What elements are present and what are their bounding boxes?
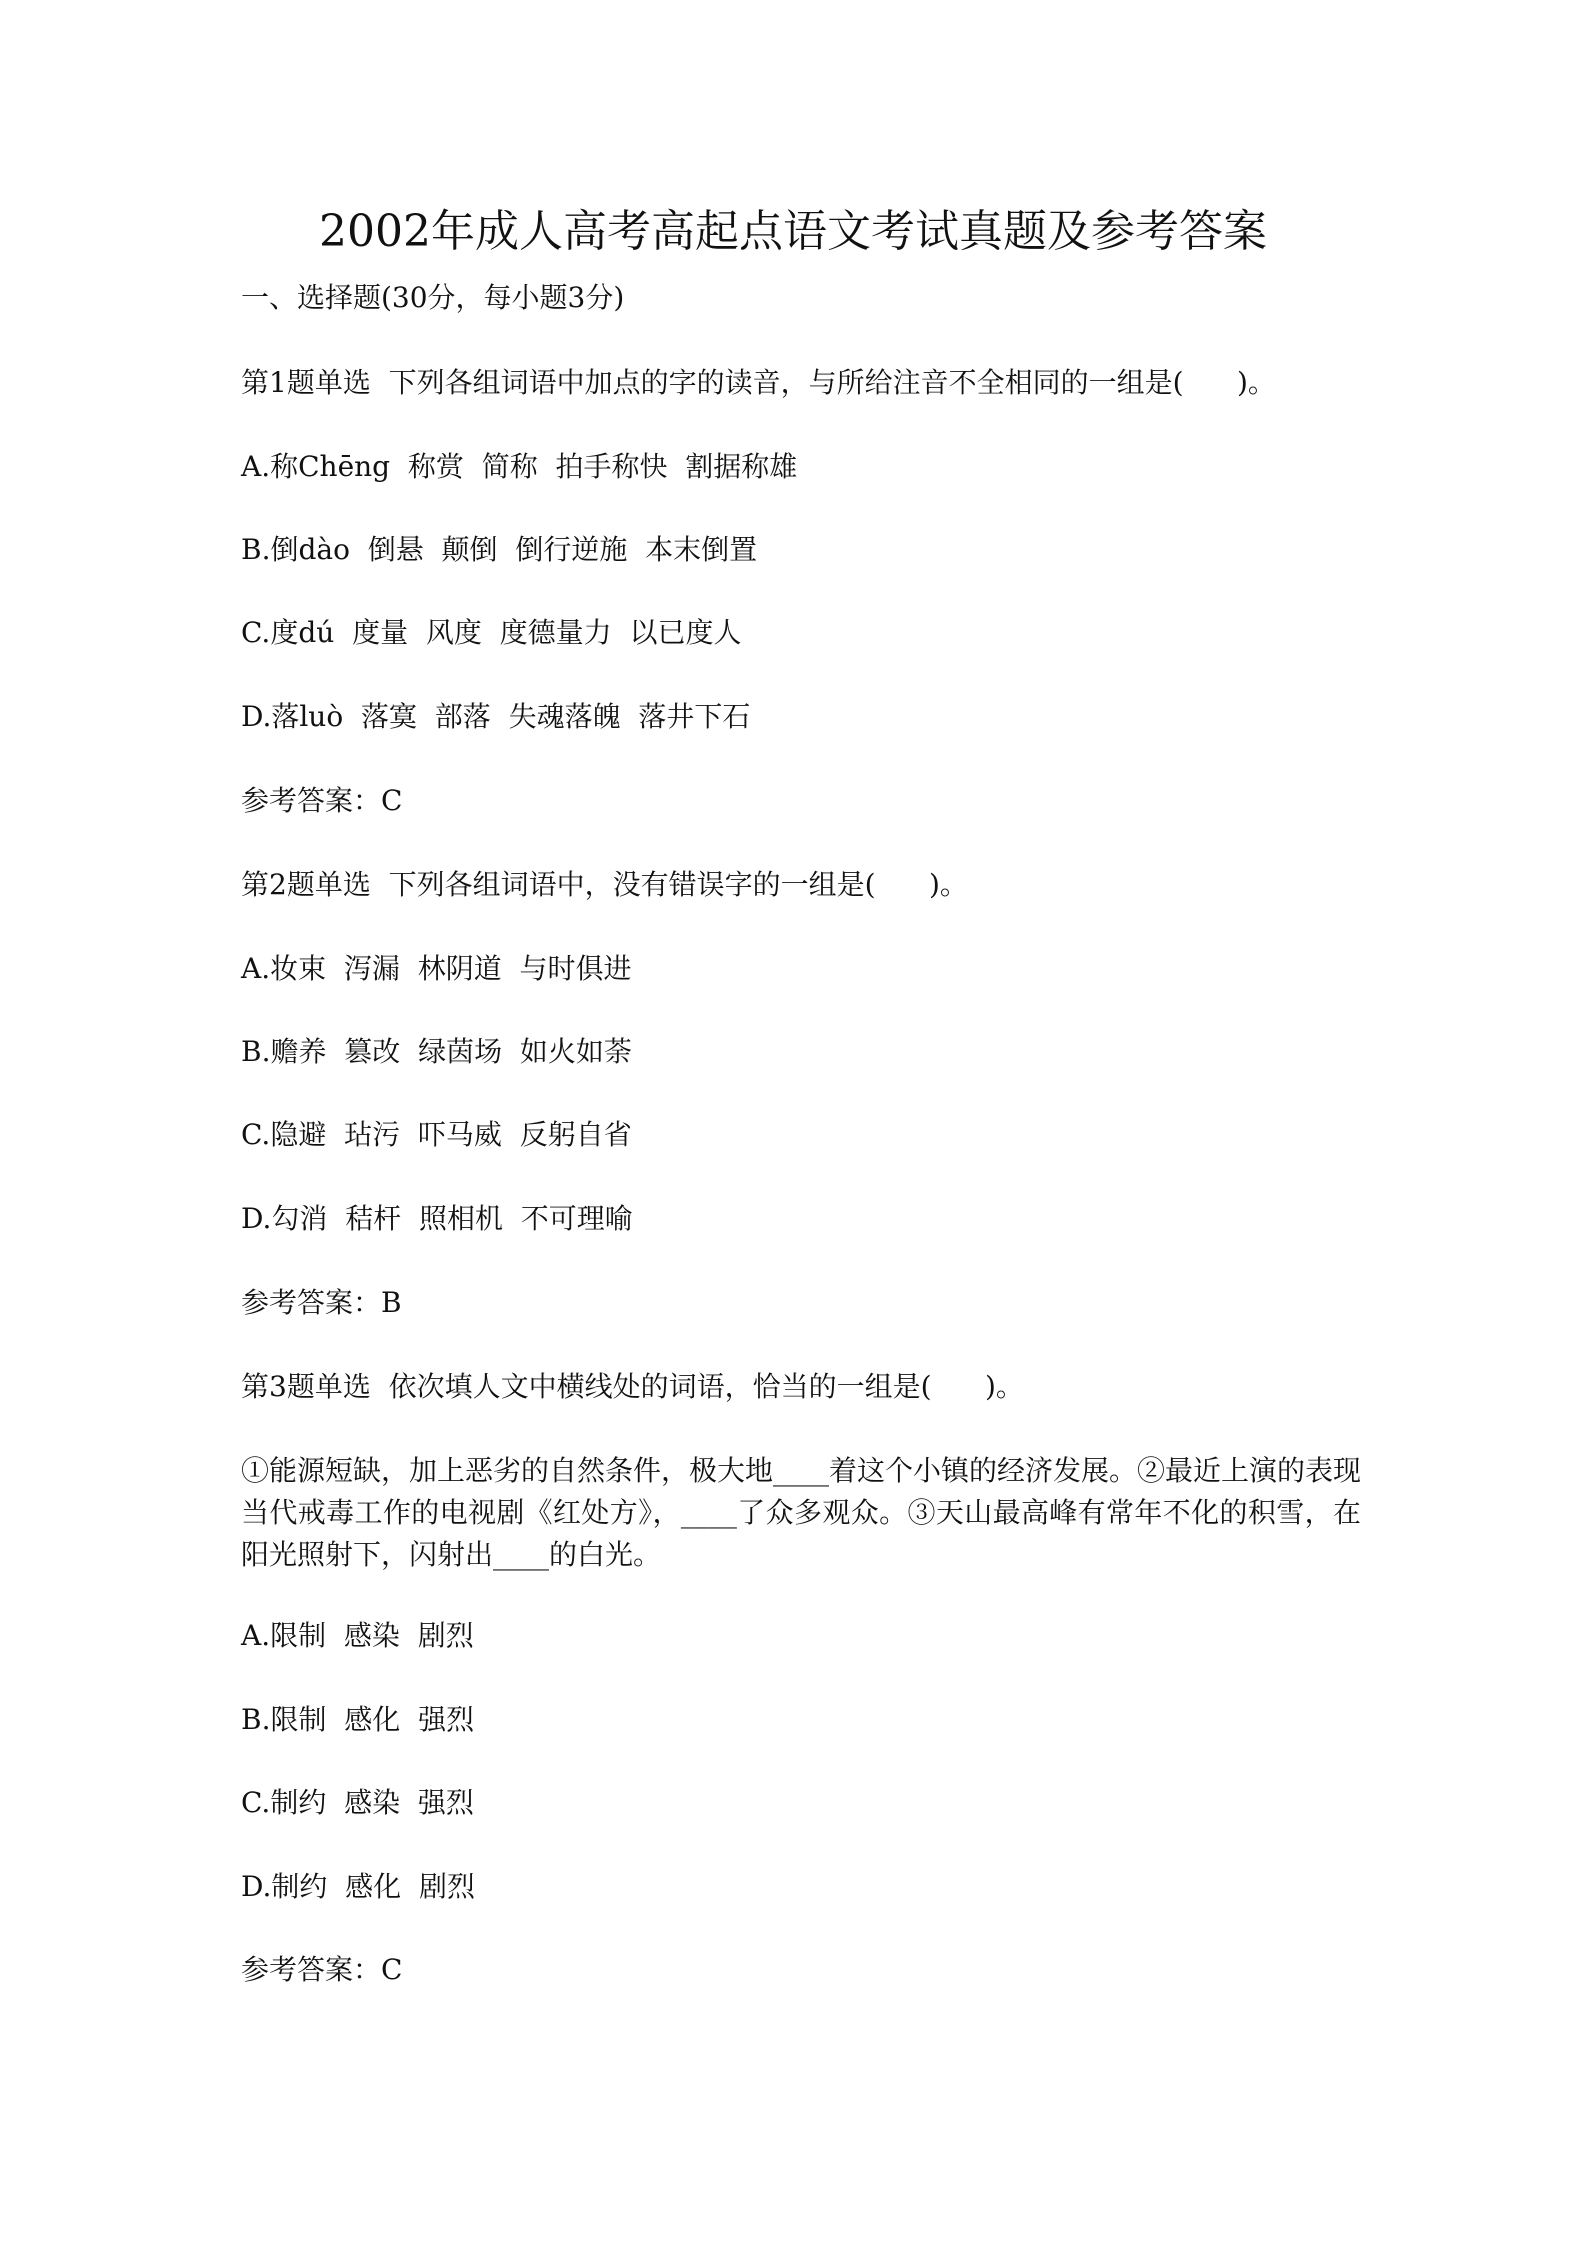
question-2-option-b: B.赡养 篡改 绿茵场 如火如荼	[241, 1035, 632, 1068]
question-1-option-c: C.度dú 度量 风度 度德量力 以已度人	[241, 616, 742, 649]
question-2-option-d: D.勾消 秸杆 照相机 不可理喻	[241, 1202, 633, 1235]
question-3-stem: 第3题单选 依次填人文中横线处的词语，恰当的一组是( )。	[241, 1370, 1024, 1403]
question-2-stem: 第2题单选 下列各组词语中，没有错误字的一组是( )。	[241, 868, 968, 901]
question-1-option-d: D.落luò 落寞 部落 失魂落魄 落井下石	[241, 700, 751, 733]
question-1-option-b: B.倒dào 倒悬 颠倒 倒行逆施 本末倒置	[241, 533, 758, 566]
question-3-option-d: D.制约 感化 剧烈	[241, 1870, 475, 1903]
question-1-stem: 第1题单选 下列各组词语中加点的字的读音，与所给注音不全相同的一组是( )。	[241, 366, 1276, 399]
document-title: 2002年成人高考高起点语文考试真题及参考答案	[319, 206, 1267, 257]
question-2-option-a: A.妆束 泻漏 林阴道 与时俱进	[241, 952, 632, 985]
question-3-passage: ①能源短缺，加上恶劣的自然条件，极大地____着这个小镇的经济发展。②最近上演的表现当代戒毒工作的电视剧《红处方》，____了众多观众。③天山最高峰有常年不化的积雪，在阳光照射下，闪射出____的白光。	[241, 1454, 1362, 1571]
question-1-option-a: A.称Chēng 称赏 简称 拍手称快 割据称雄	[241, 450, 798, 483]
question-3-option-a: A.限制 感染 剧烈	[241, 1619, 474, 1652]
question-3-option-b: B.限制 感化 强烈	[241, 1703, 475, 1736]
question-2-answer: 参考答案：B	[241, 1286, 402, 1319]
section-heading: 一、选择题(30分，每小题3分)	[241, 281, 625, 314]
question-2-option-c: C.隐避 玷污 吓马威 反躬自省	[241, 1118, 632, 1151]
question-3-option-c: C.制约 感染 强烈	[241, 1786, 474, 1819]
question-1-answer: 参考答案：C	[241, 784, 403, 817]
question-3-answer: 参考答案：C	[241, 1953, 403, 1986]
